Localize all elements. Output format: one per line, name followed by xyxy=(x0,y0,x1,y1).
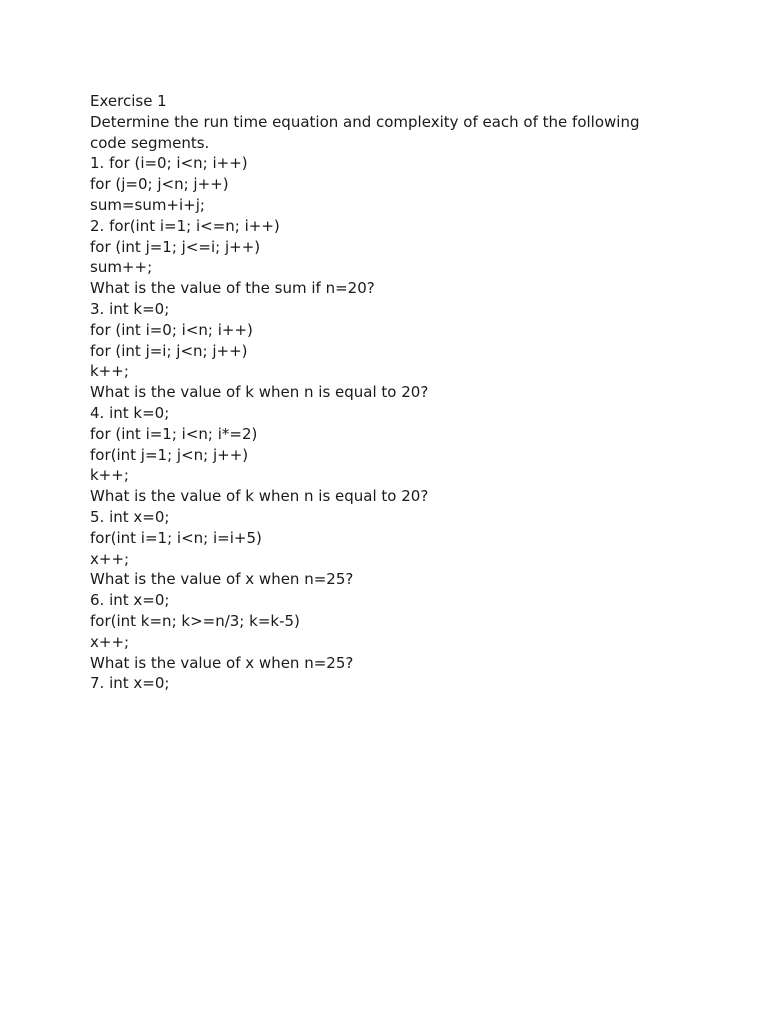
q5-question: What is the value of x when n=25? xyxy=(90,570,354,589)
q4-init: 4. int k=0; xyxy=(90,403,170,422)
instructions-line-2: code segments. xyxy=(90,133,210,152)
q5-body: x++; xyxy=(90,549,130,568)
q2-body: sum++; xyxy=(90,258,153,277)
q4-inner-loop: for(int j=1; j<n; j++) xyxy=(90,445,249,464)
q5-init: 5. int x=0; xyxy=(90,507,170,526)
q4-body: k++; xyxy=(90,466,129,485)
q5-loop: for(int i=1; i<n; i=i+5) xyxy=(90,528,262,547)
q2-inner-loop: for (int j=1; j<=i; j++) xyxy=(90,237,261,256)
q3-question: What is the value of k when n is equal to 20? xyxy=(90,383,429,402)
q3-inner-loop: for (int j=i; j<n; j++) xyxy=(90,341,248,360)
instructions-line-1: Determine the run time equation and complexity of each of the following xyxy=(90,112,640,131)
q2-question: What is the value of the sum if n=20? xyxy=(90,279,375,298)
q6-body: x++; xyxy=(90,632,130,651)
q1-body: sum=sum+i+j; xyxy=(90,195,205,214)
q1-inner-loop: for (j=0; j<n; j++) xyxy=(90,175,229,194)
q6-init: 6. int x=0; xyxy=(90,591,170,610)
q4-question: What is the value of k when n is equal to 20? xyxy=(90,487,429,506)
q3-outer-loop: for (int i=0; i<n; i++) xyxy=(90,320,253,339)
q6-loop: for(int k=n; k>=n/3; k=k-5) xyxy=(90,611,300,630)
exercise-title: Exercise 1 xyxy=(90,92,167,110)
q1-outer-loop: 1. for (i=0; i<n; i++) xyxy=(90,154,248,173)
q4-outer-loop: for (int i=1; i<n; i*=2) xyxy=(90,424,258,443)
q7-init: 7. int x=0; xyxy=(90,674,170,693)
q6-question: What is the value of x when n=25? xyxy=(90,653,354,672)
q3-init: 3. int k=0; xyxy=(90,299,170,318)
q3-body: k++; xyxy=(90,362,129,381)
document-body xyxy=(90,91,690,694)
q2-outer-loop: 2. for(int i=1; i<=n; i++) xyxy=(90,216,280,235)
